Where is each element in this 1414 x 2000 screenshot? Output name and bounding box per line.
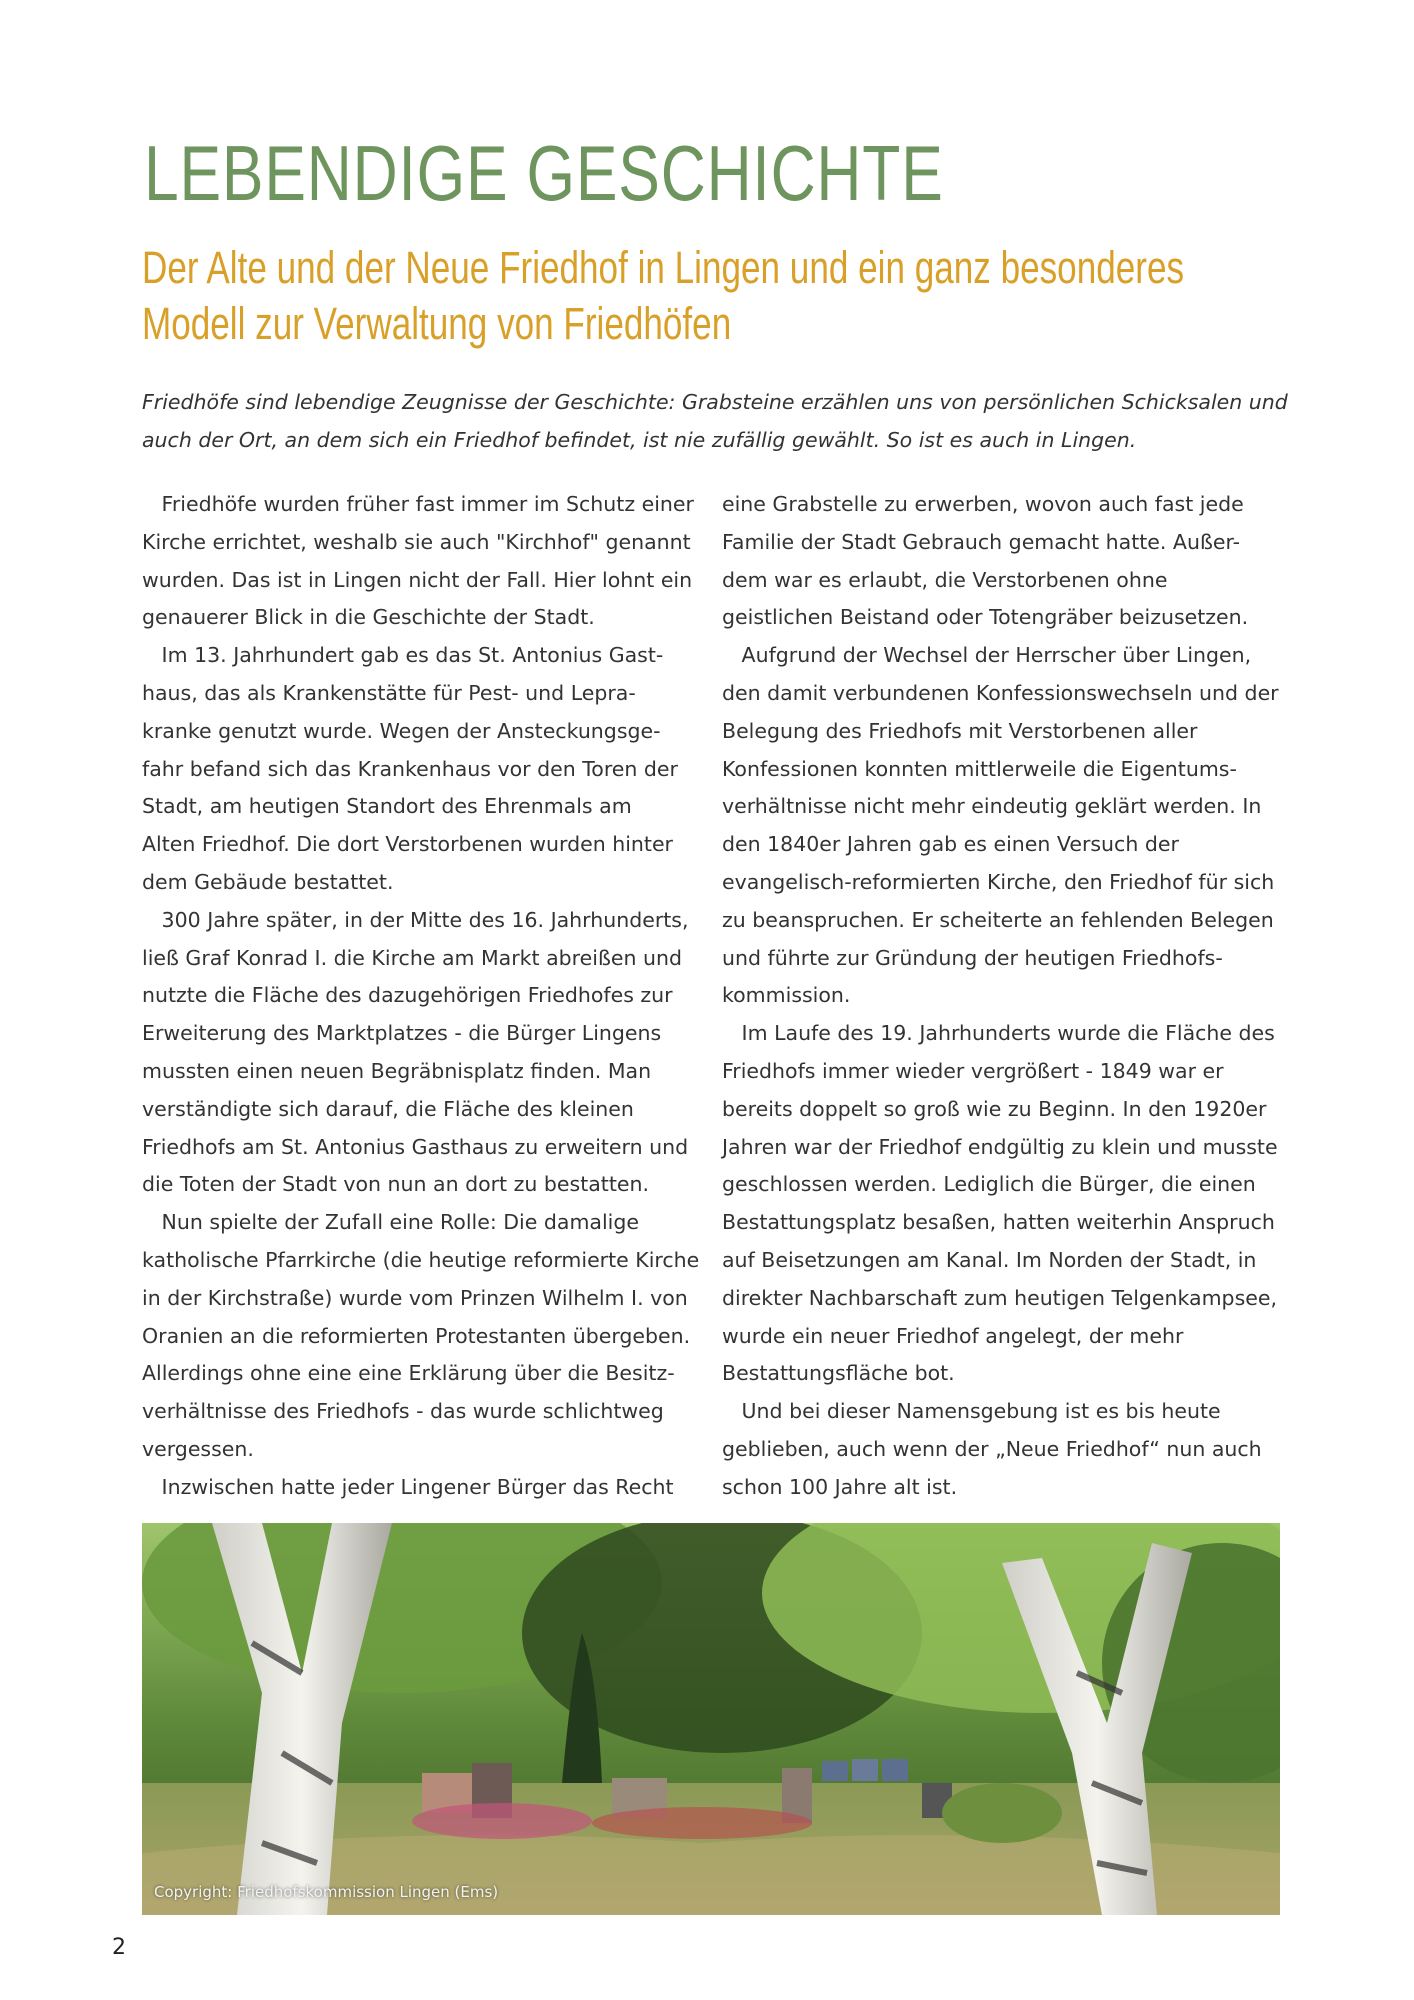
- text-line: Erweiterung des Marktplatzes - die Bürger Lingens: [142, 1021, 662, 1046]
- text-line: Bestattungsfläche bot.: [722, 1361, 955, 1386]
- text-line: verhältnisse nicht mehr eindeutig geklärt werden. In: [722, 794, 1262, 819]
- text-line: geblieben, auch wenn der „Neue Friedhof“ nun auch: [722, 1436, 1262, 1461]
- text-line: den damit verbundenen Konfessionswechseln und der: [722, 680, 1279, 705]
- text-line: den 1840er Jahren gab es einen Versuch der: [722, 832, 1179, 857]
- text-line: katholische Pfarrkirche (die heutige reformierte Kirche: [142, 1247, 700, 1272]
- text-line: dem war es erlaubt, die Verstorbenen ohne: [722, 567, 1168, 592]
- text-line: Friedhofs immer wieder vergrößert - 1849 war er: [722, 1058, 1224, 1083]
- text-line: schon 100 Jahre alt ist.: [722, 1474, 958, 1499]
- photo-caption: Copyright: Friedhofskommission Lingen (Ems): [154, 1883, 499, 1901]
- text-line: kommission.: [722, 983, 851, 1008]
- text-line: Im 13. Jahrhundert gab es das St. Antonius Gast-: [142, 643, 664, 668]
- cemetery-photo: [142, 1523, 1280, 1915]
- text-line: Und bei dieser Namensgebung ist es bis heute: [722, 1399, 1221, 1424]
- text-line: genauerer Blick in die Geschichte der Stadt.: [142, 605, 595, 630]
- text-line: mussten einen neuen Begräbnisplatz finden. Man: [142, 1058, 652, 1083]
- text-line: Kirche errichtet, weshalb sie auch "Kirchhof" genannt: [142, 529, 691, 554]
- text-line: Stadt, am heutigen Standort des Ehrenmals am: [142, 794, 632, 819]
- text-line: Bestattungsplatz besaßen, hatten weiterhin Anspruch: [722, 1210, 1275, 1235]
- text-line: kranke genutzt wurde. Wegen der Ansteckungsge-: [142, 718, 661, 743]
- text-line: Konfessionen konnten mittlerweile die Eigentums-: [722, 756, 1237, 781]
- text-line: Inzwischen hatte jeder Lingener Bürger das Recht: [142, 1474, 674, 1499]
- text-line: geistlichen Beistand oder Totengräber beizusetzen.: [722, 605, 1249, 630]
- text-line: ließ Graf Konrad I. die Kirche am Markt abreißen und: [142, 945, 682, 970]
- text-line: vergessen.: [142, 1436, 254, 1461]
- text-line: die Toten der Stadt von nun an dort zu bestatten.: [142, 1172, 649, 1197]
- text-line: evangelisch-reformierten Kirche, den Friedhof für sich: [722, 869, 1275, 894]
- text-line: Belegung des Friedhofs mit Verstorbenen aller: [722, 718, 1198, 743]
- text-line: und führte zur Gründung der heutigen Friedhofs-: [722, 945, 1223, 970]
- page-number: 2: [112, 1935, 126, 1960]
- body-column-right: [722, 486, 1307, 1507]
- text-line: auf Beisetzungen am Kanal. Im Norden der Stadt, in: [722, 1247, 1257, 1272]
- text-line: Allerdings ohne eine eine Erklärung über die Besitz-: [142, 1361, 675, 1386]
- text-line: 300 Jahre später, in der Mitte des 16. Jahrhunderts,: [142, 907, 689, 932]
- text-line: zu beanspruchen. Er scheiterte an fehlenden Belegen: [722, 907, 1274, 932]
- text-line: Im Laufe des 19. Jahrhunderts wurde die Fläche des: [722, 1021, 1275, 1046]
- text-line: dem Gebäude bestattet.: [142, 869, 394, 894]
- page-title: LEBENDIGE GESCHICHTE: [144, 129, 944, 217]
- cemetery-photo-illustration: [142, 1523, 1280, 1915]
- text-line: Aufgrund der Wechsel der Herrscher über Lingen,: [722, 643, 1252, 668]
- text-line: fahr befand sich das Krankenhaus vor den Toren der: [142, 756, 678, 781]
- text-line: bereits doppelt so groß wie zu Beginn. In den 1920er: [722, 1096, 1267, 1121]
- text-line: wurden. Das ist in Lingen nicht der Fall. Hier lohnt ein: [142, 567, 693, 592]
- text-line: eine Grabstelle zu erwerben, wovon auch fast jede: [722, 492, 1244, 516]
- text-line: in der Kirchstraße) wurde vom Prinzen Wilhelm I. von: [142, 1285, 688, 1310]
- text-line: verhältnisse des Friedhofs - das wurde schlichtweg: [142, 1399, 664, 1424]
- text-line: haus, das als Krankenstätte für Pest- und Lepra-: [142, 680, 636, 705]
- text-line: Friedhöfe wurden früher fast immer im Schutz einer: [142, 492, 694, 516]
- text-line: wurde ein neuer Friedhof angelegt, der mehr: [722, 1323, 1184, 1348]
- intro-paragraph: Friedhöfe sind lebendige Zeugnisse der Geschichte: Grabsteine erzählen uns von persönlichen Schicksalen und auch der Ort, an dem sich ein Friedhof befindet, ist nie zufällig gewählt. So ist es auch in Lingen.: [142, 390, 1288, 452]
- text-line: direkter Nachbarschaft zum heutigen Telgenkampsee,: [722, 1285, 1277, 1310]
- text-line: geschlossen werden. Lediglich die Bürger, die einen: [722, 1172, 1256, 1197]
- text-line: verständigte sich darauf, die Fläche des kleinen: [142, 1096, 634, 1121]
- text-line: Familie der Stadt Gebrauch gemacht hatte. Außer-: [722, 529, 1240, 554]
- body-column-left: [142, 486, 727, 1507]
- page-subtitle: Der Alte und der Neue Friedhof in Lingen und ein ganz besonderes Modell zur Verwaltung von Friedhöfen: [142, 242, 1185, 349]
- text-line: Alten Friedhof. Die dort Verstorbenen wurden hinter: [142, 832, 673, 857]
- text-line: Friedhofs am St. Antonius Gasthaus zu erweitern und: [142, 1134, 689, 1159]
- text-line: Jahren war der Friedhof endgültig zu klein und musste: [722, 1134, 1278, 1159]
- text-line: nutzte die Fläche des dazugehörigen Friedhofes zur: [142, 983, 673, 1008]
- text-line: Nun spielte der Zufall eine Rolle: Die damalige: [142, 1210, 639, 1235]
- text-line: Oranien an die reformierten Protestanten übergeben.: [142, 1323, 691, 1348]
